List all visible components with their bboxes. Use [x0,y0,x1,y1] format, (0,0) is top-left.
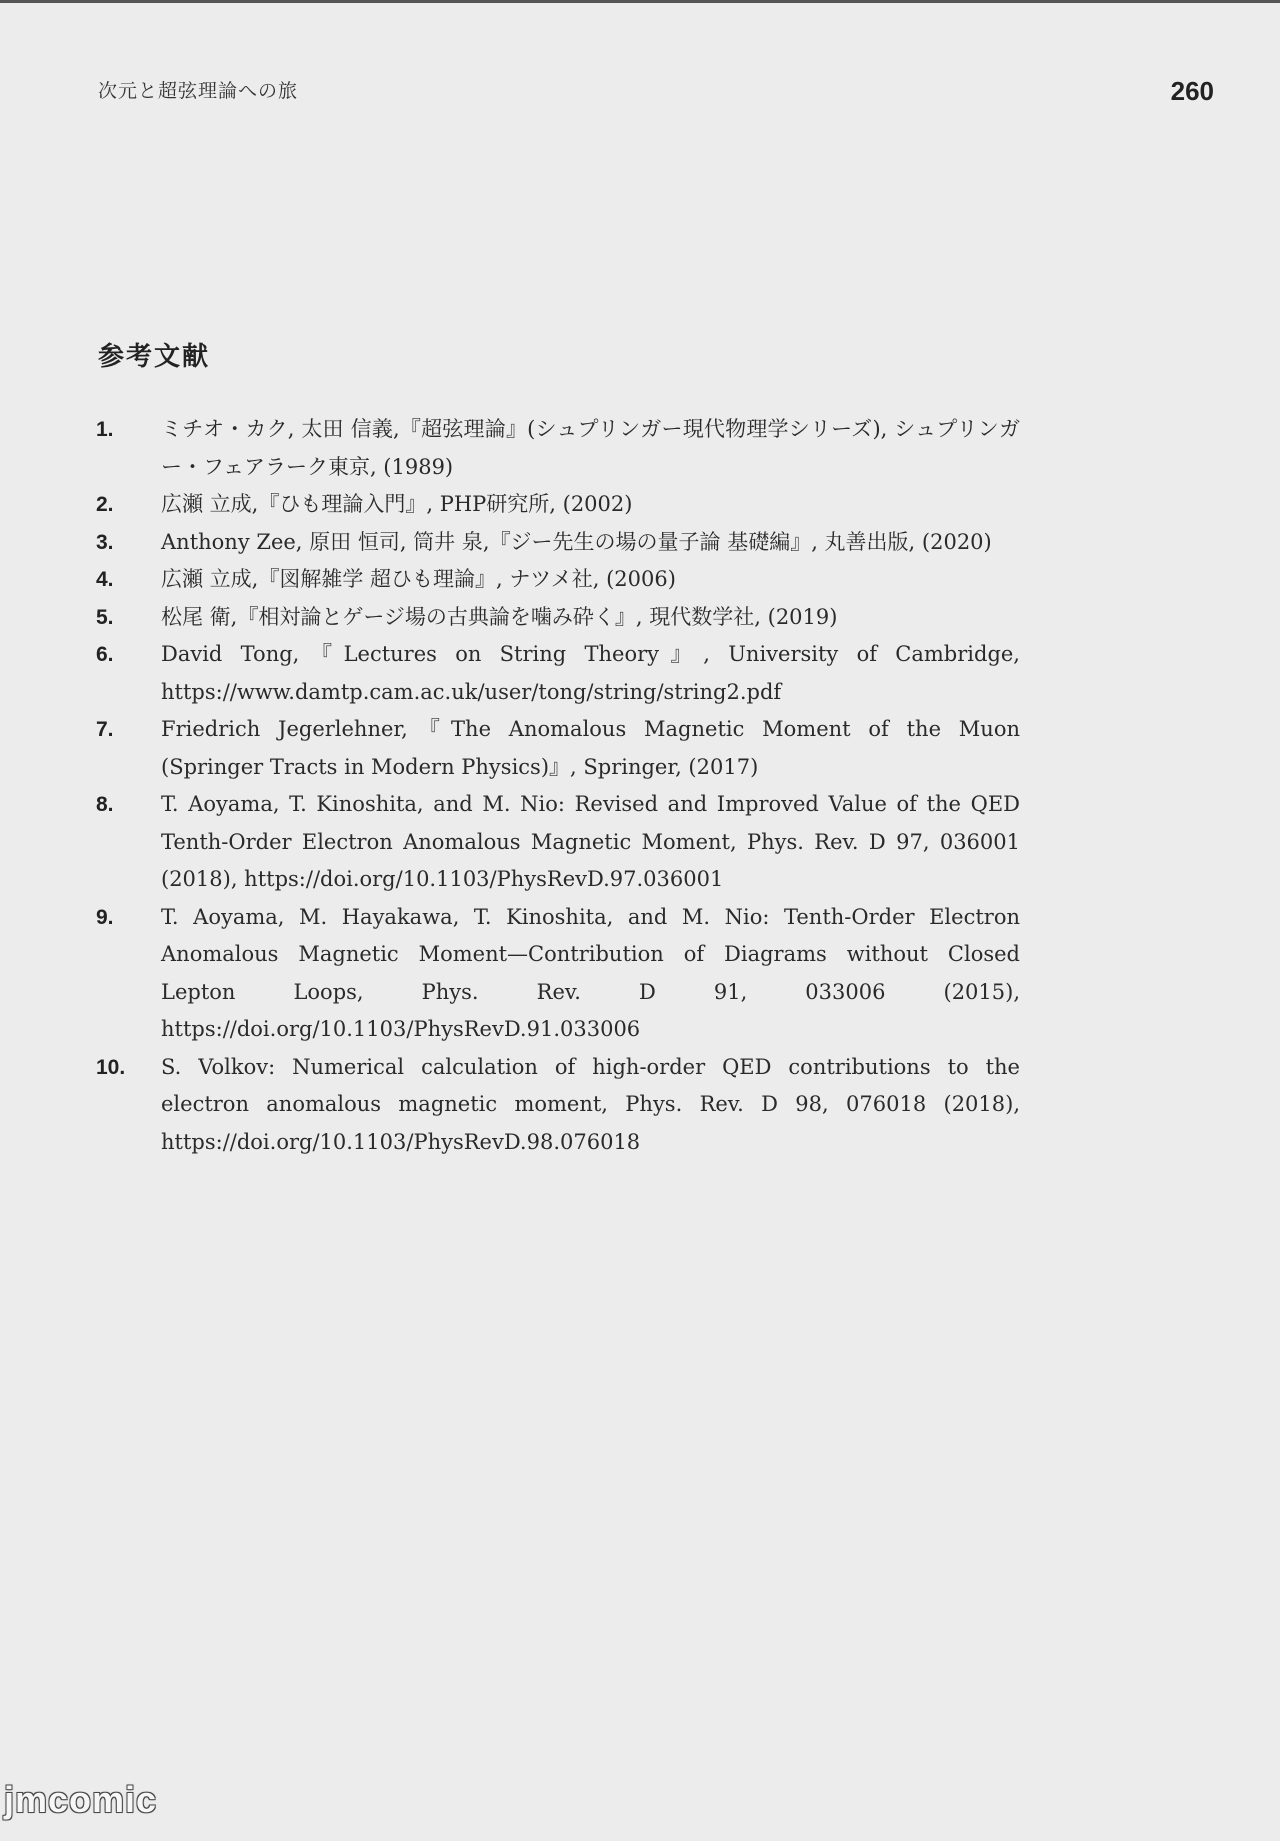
reference-item-2 [96,486,1020,524]
page-number: 260 [1170,76,1214,106]
reference-item-8 [96,786,1020,899]
reference-text: 松尾 衛,『相対論とゲージ場の古典論を噛み砕く』, 現代数学社, (2019) [161,604,838,629]
running-title: 次元と超弦理論への旅 [98,80,299,102]
reference-number: 7. [96,718,114,741]
reference-item-7 [96,711,1020,786]
reference-text: S. Volkov: Numerical calculation of high-order QED contributions to the electron anomalous magnetic moment, Phys. Rev. D 98, 076018 (2018), https://doi.org/10.1103/PhysRevD.98.076018 [161,1054,1020,1154]
reference-item-5 [96,599,1020,637]
reference-text: ミチオ・カク, 太田 信義,『超弦理論』(シュプリンガー現代物理学シリーズ), シュプリンガー・フェアラーク東京, (1989) [161,417,1020,479]
reference-item-6 [96,636,1020,711]
reference-text: T. Aoyama, M. Hayakawa, T. Kinoshita, and M. Nio: Tenth-Order Electron Anomalous Magnetic Moment—Contribution of Diagrams without Closed Lepton Loops, Phys. Rev. D 91, 033006 (2015), https://doi.org/10.1103/PhysRevD.91.033006 [161,904,1020,1041]
reference-text: David Tong,『Lectures on String Theory』, University of Cambridge, https://www.damtp.cam.ac.uk/user/tong/string/string2.pdf [161,642,1020,704]
reference-number: 3. [96,530,114,554]
reference-text: Anthony Zee, 原田 恒司, 筒井 泉,『ジー先生の場の量子論 基礎編』, 丸善出版, (2020) [161,529,992,554]
reference-number: 8. [96,793,114,816]
reference-number: 10. [96,1055,126,1079]
reference-text: Friedrich Jegerlehner,『The Anomalous Magnetic Moment of the Muon (Springer Tracts in Modern Physics)』, Springer, (2017) [161,717,1020,779]
reference-number: 4. [96,568,114,591]
reference-text: T. Aoyama, T. Kinoshita, and M. Nio: Revised and Improved Value of the QED Tenth-Order Electron Anomalous Magnetic Moment, Phys. Rev. D 97, 036001 (2018), https://doi.org/10.1103/PhysRevD.97.036001 [161,792,1020,891]
reference-item-3 [96,524,1020,562]
reference-item-4 [96,561,1020,599]
reference-number: 1. [96,418,114,441]
reference-number: 6. [96,643,114,666]
reference-text: 広瀬 立成,『ひも理論入門』, PHP研究所, (2002) [161,492,633,516]
reference-number: 5. [96,605,114,629]
page-top-edge [0,0,1280,3]
reference-item-9 [96,899,1020,1049]
reference-text: 広瀬 立成,『図解雑学 超ひも理論』, ナツメ社, (2006) [161,567,676,591]
reference-number: 2. [96,493,114,516]
reference-item-10 [96,1049,1020,1162]
watermark: jmcomic [4,1779,158,1820]
reference-number: 9. [96,905,114,929]
reference-list [96,411,1020,1161]
reference-item-1 [96,411,1020,486]
section-title: 参考文献 [98,342,211,372]
